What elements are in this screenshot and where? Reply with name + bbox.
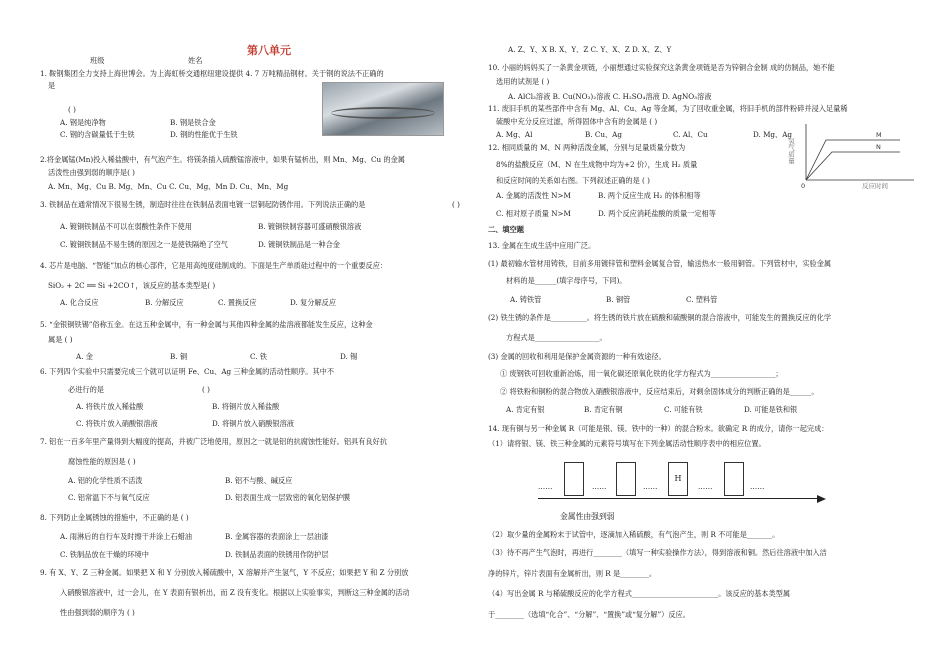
q9-options: A. Z、Y、X B. X、Y、Z C. Y、X、Z D. X、Z、Y: [508, 45, 672, 54]
q12-option-b: B. 两个反应生成 H₂ 的体积相等: [598, 191, 701, 200]
q14-3-line1: （3）待不再产生气泡时，再进行________（填写一种实验操作方法），得到溶液和铜。然后往溶液中加入洁: [488, 548, 827, 557]
q5-option-c: C. 铁: [250, 352, 267, 361]
q13-1-option-c: C. 塑料管: [686, 295, 718, 304]
q1-option-b: B. 钢是铁合金: [170, 118, 216, 127]
q14-1: （1）请将银、镁、铁三种金属的元素符号填写在下列金属活动性顺序表中的相应位置。: [488, 439, 766, 448]
q3-paren: ( ): [452, 200, 460, 209]
q12-option-d: D. 两个反应消耗盐酸的质量一定相等: [598, 209, 716, 218]
q3-option-b: B. 镀铜铁制容器可盛硝酸银溶液: [258, 222, 362, 231]
q11-line2: 硫酸中充分反应过滤，所得固体中含有的金属是 ( ): [496, 117, 658, 126]
q13-3-option-c: C. 可能有铁: [664, 405, 703, 414]
metal-box-1: [564, 462, 584, 496]
hydrogen-time-graph: [787, 118, 920, 190]
q7-option-c: C. 铝常温下不与氧气反应: [68, 493, 150, 502]
q12-line3: 和反应时间的关系如右图。下列叙述正确的是 ( ): [496, 176, 650, 185]
q11-line1: 11. 废旧手机的某些部件中含有 Mg、Al、Cu、Ag 等金属，为了回收重金属，将旧手机的部件粉碎并浸入足量稀: [488, 104, 848, 113]
q1-line2: 是: [48, 81, 56, 90]
q13-1-line2: 材料的是______(填字母序号，下同)。: [506, 276, 627, 285]
q4-option-c: C. 置换反应: [218, 298, 257, 307]
q12-line1: 12. 相同质量的 M、N 两种活泼金属，分别与足量质量分数为: [488, 143, 686, 152]
q14-intro: 14. 现有铜与另一种金属 R（可能是银、镁、铁中的一种）的混合粉末。欲确定 R 的成分，请你一起完成：: [488, 424, 829, 433]
name-label: 姓名: [188, 56, 203, 65]
q8-option-d: D. 铁制品表面的铁锈用作防护层: [225, 550, 329, 559]
curve-m: [806, 140, 900, 180]
activity-dots-2: ……: [592, 482, 607, 491]
class-label: 班级: [90, 56, 105, 65]
q2-line1: 2.将金属锰(Mn)投入稀盐酸中，有气泡产生。将镁条插入硫酸锰溶液中，如果有锰析出，则 Mn、Mg、Cu 的金属: [40, 155, 405, 164]
q14-3-line2: 净的锌片，锌片表面有金属析出，则 R 是________。: [488, 569, 657, 578]
q11-option-a: A. Mg、Al: [496, 130, 533, 139]
q2-line2: 活泼性由强到弱的顺序是( ): [48, 168, 135, 177]
q5-option-b: B. 铜: [170, 352, 188, 361]
q12-option-a: A. 金属的活泼性 N>M: [496, 191, 571, 200]
q13-3-intro: (3) 金属的回收和利用是保护金属资源的一种有效途径。: [488, 352, 666, 361]
q13-2-line1: (2) 铁生锈的条件是__________。将生锈的铁片放在硫酸和硫酸铜的混合溶液中，可能发生的置换反应的化学: [488, 313, 832, 322]
q8-option-b: B. 金属容器的表面涂上一层油漆: [225, 532, 329, 541]
q13-1-line1: (1) 最初输水管材用铸铁，目前多用镀锌管和塑料金属复合管，输送热水一般用铜管。下列管材中，实验金属: [488, 259, 832, 268]
q14-4-line1: （4）写出金属 R 与稀硫酸反应的化学方程式________________________。该反应的基本类型属: [488, 589, 791, 598]
activity-arrow-head: [817, 495, 826, 503]
q13-3-option-b: B. 肯定有铜: [584, 405, 623, 414]
q3-line1: 3. 铁制品在通常情况下很易生锈，制造时往往在铁制品表面电镀一层铜起防锈作用。下列说法正确的是: [40, 200, 366, 209]
graph-label-n: N: [876, 143, 881, 151]
q13-1-option-a: A. 铸铁管: [510, 295, 542, 304]
q6-line1: 6. 下列四个实验中只需要完成三个就可以证明 Fe、Cu、Ag 三种金属的活动性顺序。其中不: [40, 367, 335, 376]
q12-option-c: C. 相对原子质量 N>M: [496, 209, 571, 218]
q6-line2: 必进行的是: [68, 385, 104, 394]
q3-option-c: C. 镀铜铁制品不易生锈的原因之一是使铁隔绝了空气: [60, 240, 228, 249]
q14-4-line2: 于________（选填“化合”、“分解”、“置换”或“复分解”）反应。: [488, 610, 690, 619]
curve-n: [806, 152, 900, 180]
graph-ylabel: 氢气质量: [787, 138, 795, 164]
q6-paren: ( ): [202, 385, 210, 394]
activity-arrow-label: 金属性由强到弱: [560, 512, 615, 521]
q1-paren: ( ): [68, 105, 76, 114]
q6-option-c: C. 将铁片放入硝酸银溶液: [76, 419, 158, 428]
q10-line1: 10. 小丽的妈妈买了一条黄金项链，小丽想通过实验探究这条黄金项链是否为锌铜合金制 成的仿制品，她不能: [488, 63, 835, 72]
q6-option-b: B. 将铜片放入稀盐酸: [212, 402, 280, 411]
q13-3-2: ② 将铁粉和铜粉的混合物放入硝酸银溶液中，反应结束后，对剩余固体成分的判断正确的是______。: [500, 387, 819, 396]
q11-option-c: C. Al、Cu: [673, 130, 708, 139]
steel-structure-photo: [322, 82, 444, 136]
q8-option-c: C. 铁制品放在干燥的环境中: [60, 550, 149, 559]
q5-option-d: D. 锡: [340, 352, 358, 361]
q8-text: 8. 下列防止金属锈蚀的措施中，不正确的是 ( ): [40, 513, 189, 522]
q5-line1: 5. “金银铜铁锡”俗称五金。在这五种金属中，有一种金属与其他四种金属的盐溶液都能发生反应，这种金: [40, 320, 373, 329]
q11-option-d: D. Mg、Ag: [753, 130, 793, 139]
q4-option-b: B. 分解反应: [145, 298, 184, 307]
q13-2-line2: 方程式是__________________。: [506, 333, 607, 342]
q9-line1: 9. 有 X、Y、Z 三种金属。如果把 X 和 Y 分别放入稀硫酸中，X 溶解并产生氢气，Y 不反应；如果把 Y 和 Z 分别放: [40, 568, 409, 577]
q6-option-a: A. 将铁片放入稀盐酸: [76, 402, 144, 411]
graph-label-m: M: [876, 131, 882, 139]
q7-option-d: D. 铝表面生成一层致密的氧化铝保护膜: [225, 493, 351, 502]
q4-line2: SiO₂ + 2C ══ Si +2CO↑，该反应的基本类型是( ): [48, 281, 216, 290]
page-title: 第八单元: [247, 44, 291, 57]
q1-option-a: A. 钢是纯净物: [60, 118, 106, 127]
q3-option-a: A. 镀铜铁制品不可以在弱酸性条件下使用: [60, 222, 192, 231]
q10-line2: 选用的试剂是 ( ): [496, 77, 550, 86]
q1-option-d: D. 钢的性能优于生铁: [170, 130, 238, 139]
q13-3-option-a: A. 肯定有银: [506, 405, 545, 414]
section-fill-in-title: 二、填空题: [488, 225, 524, 234]
q6-option-d: D. 将铜片放入硝酸银溶液: [212, 419, 294, 428]
q9-line3: 性由强到弱的顺序为 ( ): [60, 608, 135, 617]
activity-dots-3: ……: [643, 482, 658, 491]
metal-box-3: [724, 462, 744, 496]
q5-line2: 属是 ( ): [48, 335, 73, 344]
q13-3-option-d: D. 可能是铁和银: [744, 405, 798, 414]
q9-line2: 入硝酸银溶液中，过一会儿，在 Y 表面有银析出，而 Z 没有变化。根据以上实验事实，判断这三种金属的活动: [60, 588, 410, 597]
q3-option-d: D. 镀铜铁制品是一种合金: [258, 240, 340, 249]
activity-dots-1: ……: [538, 482, 553, 491]
q1-line1: 1. 鞍钢集团全力支持上海世博会。为上海虹桥交通枢纽建设提供 4. 7 万吨精品钢材。关于钢的说法不正确的: [40, 69, 384, 78]
q1-option-c: C. 钢的含碳量低于生铁: [60, 130, 135, 139]
q7-line1: 7. 铝在一百多年里产量得到大幅度的提高，并被广泛地使用，原因之一就是铝的抗腐蚀性能好。铝具有良好抗: [40, 437, 387, 446]
q7-line2: 腐蚀性能的原因是 ( ): [68, 457, 136, 466]
q4-option-d: D. 复分解反应: [290, 298, 337, 307]
q10-options: A. AlCl₃溶液 B. Cu(NO₃)₂溶液 C. H₂SO₄溶液 D. AgNO₃溶液: [508, 92, 712, 101]
q11-option-b: B. Cu、Ag: [585, 130, 622, 139]
metal-box-2: [616, 462, 636, 496]
activity-dots-5: ……: [750, 482, 765, 491]
q7-option-a: A. 铝的化学性质不活泼: [68, 476, 143, 485]
hydrogen-box: H: [668, 462, 688, 496]
q13-intro: 13. 金属在生成生活中应用广泛。: [488, 241, 596, 250]
graph-origin: 0: [801, 182, 806, 190]
q4-line1: 4. 芯片是电脑、“智能”加点的核心部件，它是用高纯度硅制成的。下面是生产单质硅过程中的一个重要反应：: [40, 261, 388, 270]
q5-option-a: A. 金: [76, 352, 93, 361]
q2-options: A. Mn、Mg、Cu B. Mg、Mn、Cu C. Cu、Mg、Mn D. Cu、Mn、Mg: [48, 182, 289, 191]
q7-option-b: B. 铝不与酸、碱反应: [225, 476, 293, 485]
activity-arrow-line: [538, 498, 818, 499]
q12-line2: 8%的盐酸反应（M、N 在生成物中均为+2 价），生成 H₂ 质量: [496, 160, 698, 169]
q8-option-a: A. 雨淋后的自行车及时擦干并涂上石蜡油: [60, 532, 192, 541]
q14-2: （2）取少量的金属粉末于试管中，逐滴加入稀硫酸，有气泡产生，则 R 不可能是_______。: [488, 530, 780, 539]
activity-dots-4: ……: [698, 482, 713, 491]
q4-option-a: A. 化合反应: [60, 298, 99, 307]
q13-3-1: ① 废钢铁可回收重新冶炼，用一氧化碳还原氧化铁的化学方程式为__________________；: [500, 369, 783, 378]
graph-xlabel: 反应时间: [862, 182, 888, 190]
q13-1-option-b: B. 铜管: [606, 295, 631, 304]
